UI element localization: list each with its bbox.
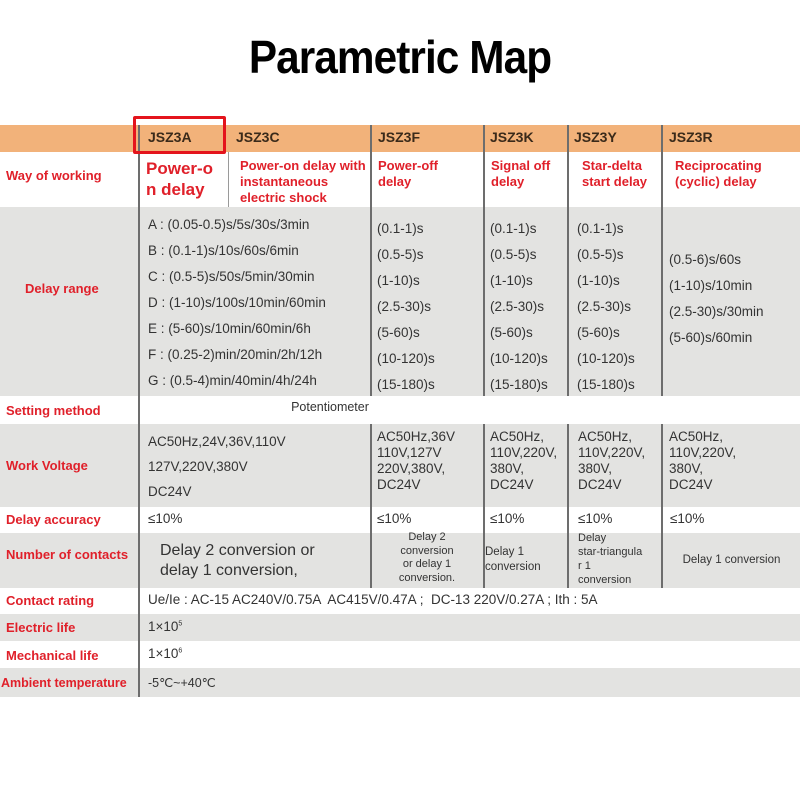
- row-label-ambient-temperature: Ambient temperature: [1, 676, 127, 690]
- column-divider: [567, 424, 569, 588]
- voltage-item: AC50Hz,36V: [377, 429, 456, 444]
- model-jsz3k: JSZ3K: [490, 129, 534, 145]
- mechanical-life-value: [148, 646, 182, 661]
- contacts-item: Delay 2 conversion or: [160, 542, 315, 559]
- delay-range-item: (0.1-1)s: [490, 221, 537, 236]
- delay-range-item: (1-10)s: [490, 273, 533, 288]
- delay-range-item: C : (0.5-5)s/50s/5min/30min: [148, 269, 315, 284]
- delay-range-jsz3r: [669, 247, 764, 351]
- column-divider: [483, 125, 485, 396]
- row-label-electric-life: Electric life: [6, 620, 76, 635]
- row-label-mechanical-life: Mechanical life: [6, 648, 99, 663]
- voltage-item: 110V,220V,: [578, 445, 646, 460]
- electric-life-row-bg: [0, 614, 800, 641]
- voltage-jsz3y: [578, 429, 645, 493]
- row-label-setting-method: Setting method: [6, 403, 101, 418]
- delay-range-item: (10-120)s: [377, 351, 435, 366]
- voltage-jsz3a-3c: [148, 429, 286, 504]
- voltage-item: DC24V: [578, 477, 622, 492]
- model-jsz3a: JSZ3A: [148, 129, 192, 145]
- way-jsz3f: Power-off delay: [378, 158, 438, 189]
- delay-range-item: (15-180)s: [577, 377, 635, 392]
- ambient-temperature-value: -5℃~+40℃: [148, 676, 216, 690]
- delay-range-item: F : (0.25-2)min/20min/2h/12h: [148, 347, 323, 362]
- voltage-item: AC50Hz,24V,36V,110V: [148, 434, 286, 449]
- column-divider: [228, 152, 229, 207]
- contacts-jsz3a-3c: [160, 541, 315, 581]
- way-jsz3a: Power-o n delay: [146, 159, 214, 199]
- column-divider: [567, 125, 569, 396]
- delay-range-item: (0.1-1)s: [377, 221, 424, 236]
- contacts-item: Delay 1 conversion: [682, 554, 781, 566]
- contacts-item: conversion: [578, 574, 632, 586]
- contacts-jsz3k: [485, 545, 541, 575]
- delay-range-jsz3f: [377, 216, 435, 398]
- delay-range-item: (5-60)s: [377, 325, 420, 340]
- delay-range-item: (2.5-30)s/30min: [669, 304, 764, 319]
- model-jsz3f: JSZ3F: [378, 129, 421, 145]
- page-title: Parametric Map: [248, 31, 552, 83]
- contacts-item: Delay: [578, 532, 607, 544]
- voltage-jsz3f: [377, 429, 455, 493]
- contacts-jsz3f: [372, 531, 482, 585]
- voltage-item: 380V,: [669, 461, 704, 476]
- way-jsz3c: Power-on delay with instantaneous electric shock: [240, 158, 366, 205]
- delay-range-item: (10-120)s: [490, 351, 548, 366]
- delay-range-item: (0.5-5)s: [490, 247, 537, 262]
- delay-range-item: (15-180)s: [377, 377, 435, 392]
- voltage-item: DC24V: [377, 477, 421, 492]
- accuracy-jsz3f: ≤10%: [377, 511, 412, 526]
- voltage-item: 110V,220V,: [669, 445, 737, 460]
- contact-rating-value: Ue/Ie : AC-15 AC240V/0.75A AC415V/0.47A ; DC-13 220V/0.27A ; Ith : 5A: [148, 592, 598, 607]
- delay-range-item: (2.5-30)s: [490, 299, 545, 314]
- delay-range-item: G : (0.5-4)min/40min/4h/24h: [148, 373, 317, 388]
- accuracy-jsz3y: ≤10%: [578, 511, 613, 526]
- delay-range-item: (1-10)s: [377, 273, 420, 288]
- contacts-item: Delay 2: [408, 531, 446, 543]
- electric-life-value: [148, 619, 182, 634]
- way-jsz3k: Signal off delay: [491, 158, 551, 189]
- row-label-delay-range: Delay range: [25, 281, 99, 296]
- voltage-item: 380V,: [490, 461, 525, 476]
- highlight-box: [133, 116, 226, 154]
- delay-range-jsz3y: [577, 216, 635, 398]
- accuracy-jsz3a-3c: ≤10%: [148, 511, 183, 526]
- delay-range-item: (5-60)s: [490, 325, 533, 340]
- contacts-item: or delay 1: [402, 558, 452, 570]
- voltage-item: AC50Hz,: [490, 429, 545, 444]
- row-label-contact-rating: Contact rating: [6, 593, 95, 608]
- row-label-delay-accuracy: Delay accuracy: [6, 512, 101, 527]
- way-jsz3r: Reciprocating (cyclic) delay: [675, 158, 762, 189]
- delay-range-item: (0.5-5)s: [577, 247, 624, 262]
- voltage-item: 380V,: [578, 461, 613, 476]
- voltage-jsz3r: [669, 429, 736, 493]
- contacts-item: star-triangula: [578, 546, 643, 558]
- row-label-way-of-working: Way of working: [6, 168, 102, 183]
- contacts-item: conversion: [485, 561, 541, 573]
- voltage-jsz3k: [490, 429, 557, 493]
- column-divider: [370, 125, 372, 396]
- voltage-item: AC50Hz,: [669, 429, 724, 444]
- way-jsz3y: Star-delta start delay: [582, 158, 648, 189]
- accuracy-jsz3k: ≤10%: [490, 511, 525, 526]
- mechanical-life-base: 1×10: [148, 646, 179, 661]
- delay-range-item: D : (1-10)s/100s/10min/60min: [148, 295, 326, 310]
- delay-range-item: (15-180)s: [490, 377, 548, 392]
- delay-range-item: (5-60)s: [577, 325, 620, 340]
- contacts-item: Delay 1: [485, 546, 524, 558]
- row-label-work-voltage: Work Voltage: [6, 458, 88, 473]
- model-jsz3r: JSZ3R: [669, 129, 713, 145]
- delay-range-item: (1-10)s: [577, 273, 620, 288]
- model-jsz3y: JSZ3Y: [574, 129, 617, 145]
- voltage-item: DC24V: [490, 477, 534, 492]
- voltage-item: 220V,380V,: [377, 461, 446, 476]
- voltage-item: 110V,127V: [377, 445, 442, 460]
- delay-range-item: E : (5-60)s/10min/60min/6h: [148, 321, 311, 336]
- mechanical-life-row-bg: [0, 641, 800, 668]
- electric-life-base: 1×10: [148, 619, 179, 634]
- delay-range-item: (0.5-6)s/60s: [669, 252, 742, 267]
- contacts-item: conversion: [400, 544, 454, 557]
- contacts-jsz3r: [663, 554, 800, 566]
- setting-method-value: Potentiometer: [291, 400, 369, 414]
- mechanical-life-exponent: 6: [178, 647, 183, 655]
- voltage-item: DC24V: [148, 484, 192, 499]
- delay-range-item: B : (0.1-1)s/10s/60s/6min: [148, 243, 299, 258]
- contacts-item: delay 1 conversion,: [160, 562, 298, 579]
- delay-range-item: (0.5-5)s: [377, 247, 424, 262]
- accuracy-jsz3r: ≤10%: [670, 511, 705, 526]
- delay-range-jsz3a-3c: [148, 212, 326, 394]
- contacts-jsz3y: [578, 531, 642, 587]
- voltage-item: 127V,220V,380V: [148, 459, 248, 474]
- delay-range-item: (2.5-30)s: [377, 299, 432, 314]
- delay-range-item: (1-10)s/10min: [669, 278, 753, 293]
- contacts-item: r 1: [578, 560, 591, 572]
- delay-range-item: (0.1-1)s: [577, 221, 624, 236]
- row-label-number-of-contacts: Number of contacts: [6, 547, 129, 562]
- delay-range-item: (2.5-30)s: [577, 299, 632, 314]
- voltage-item: 110V,220V,: [490, 445, 558, 460]
- contacts-item: conversion.: [398, 571, 456, 584]
- electric-life-exponent: 5: [178, 620, 183, 628]
- delay-range-jsz3k: [490, 216, 548, 398]
- voltage-item: AC50Hz,: [578, 429, 633, 444]
- delay-range-item: (10-120)s: [577, 351, 635, 366]
- delay-range-item: (5-60)s/60min: [669, 330, 753, 345]
- voltage-item: DC24V: [669, 477, 713, 492]
- model-jsz3c: JSZ3C: [236, 129, 280, 145]
- delay-range-item: A : (0.05-0.5)s/5s/30s/3min: [148, 217, 310, 232]
- column-divider: [661, 125, 663, 396]
